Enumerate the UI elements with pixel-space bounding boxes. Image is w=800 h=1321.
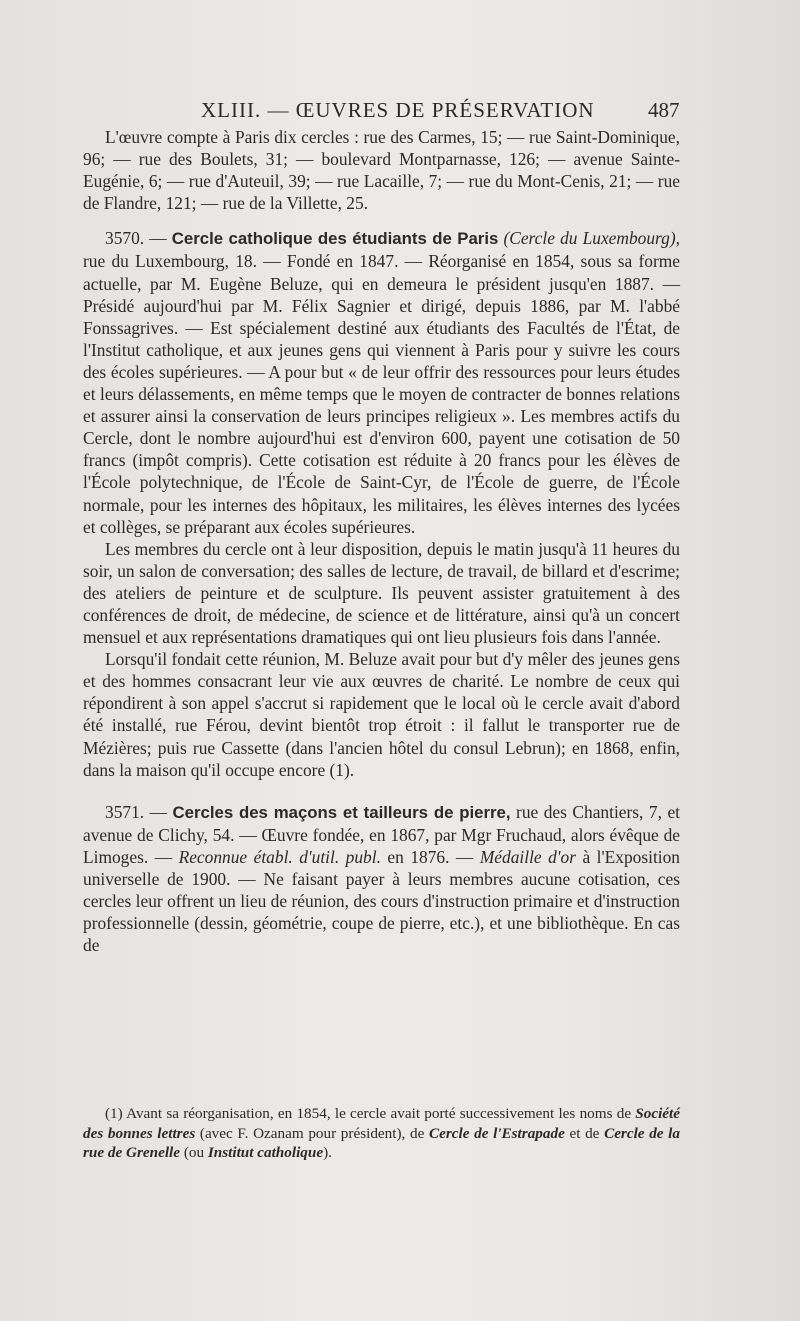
entry-3571-number: 3571. — xyxy=(105,801,173,822)
footnote-text-5: ). xyxy=(323,1144,332,1162)
entry-3571-body-2: en 1876. — xyxy=(380,846,480,867)
entry-3570-title: Cercle catholique des étudiants de Paris xyxy=(171,229,499,249)
footnote-text-3: et de xyxy=(564,1124,605,1142)
footnote-paragraph xyxy=(83,1104,680,1163)
entry-3571-medal: Médaille d'or xyxy=(479,846,576,867)
footnote xyxy=(83,1104,680,1163)
entry-3570-paragraph xyxy=(83,227,680,537)
footnote-italic-1: Société des bonnes lettres xyxy=(83,1105,680,1142)
footnote-italic-4: Institut catholique xyxy=(207,1144,324,1162)
body-text xyxy=(83,126,680,956)
footnote-text-1: (1) Avant sa réorganisation, en 1854, le cercle avait porté successivement les noms de xyxy=(105,1105,636,1122)
page-number: 487 xyxy=(648,98,680,122)
footnote-italic-2: Cercle de l'Estrapade xyxy=(428,1124,565,1142)
entry-3570-paragraph-2: Les membres du cercle ont à leur disposition, depuis le matin jusqu'à 11 heures du soir, un salon de conversation; des salles de lecture, de travail, de billard et d'escrime; des ateliers de peinture et de sculpture. Ils peuvent assister gratuitement à des conférences de droit, de médecine, de science et de littérature, ainsi qu'à un concert mensuel et aux représentations dramatiques qui ont lieu plusieurs fois dans l'année. xyxy=(83,538,680,648)
footnote-italic-3: Cercle de la rue de Grenelle xyxy=(83,1124,680,1162)
footnote-text-2: (avec F. Ozanam pour président), de xyxy=(195,1124,429,1142)
entry-3570-paragraph-3: Lorsqu'il fondait cette réunion, M. Beluze avait pour but d'y mêler des jeunes gens et des hommes consacrant leur vie aux œuvres de charité. Le nombre de ceux qui répondirent à son appel s'accrut si rapidement que le local où le cercle avait d'abord été installé, rue Férou, devint bientôt trop étroit : il fallut le transporter rue de Mézières; puis rue Cassette (dans l'ancien hôtel du consul Lebrun); en 1868, enfin, dans la maison qu'il occupe encore (1). xyxy=(83,649,680,780)
entry-3571-recognition: Reconnue établ. d'util. publ. xyxy=(178,846,381,867)
entry-3571-title: Cercles des maçons et tailleurs de pierre, xyxy=(172,802,511,822)
entry-3571-body-1: rue des Chantiers, 7, et avenue de Clichy, 54. — Œuvre fondée, en 1867, par Mgr Fruchaud, alors évêque de Limoges. — xyxy=(83,801,680,867)
intro-paragraph: L'œuvre compte à Paris dix cercles : rue des Carmes, 15; — rue Saint-Dominique, 96; — rue des Boulets, 31; — boulevard Montparnasse, 126; — avenue Sainte-Eugénie, 6; — rue d'Auteuil, 39; — rue Lacaille, 7; — rue du Mont-Cenis, 21; — rue de Flandre, 121; — rue de la Villette, 25. xyxy=(83,127,680,214)
running-header xyxy=(0,98,800,128)
entry-3571-body-3: à l'Exposition universelle de 1900. — Ne faisant payer à leurs membres aucune cotisation, ces cercles leur offrent un lieu de réunion, des cours d'instruction primaire et d'instruction professionnelle (dessin, géométrie, coupe de pierre, etc.), et une bibliothèque. En cas de xyxy=(83,846,680,956)
entry-3570-body: rue du Luxembourg, 18. — Fondé en 1847. — Réorganisé en 1854, sous sa forme actuelle, par M. Eugène Beluze, qui en demeura le président jusqu'en 1887. — Présidé aujourd'hui par M. Félix Sagnier et dirigé, depuis 1886, par M. l'abbé Fonssagrives. — Est spécialement destiné aux étudiants des Facultés de l'État, de l'Institut catholique, et aux jeunes gens qui viennent à Paris pour y suivre les cours des écoles supérieures. — A pour but « de leur offrir des ressources pour leurs études et leurs délassements, en même temps que le moyen de contracter de bonnes relations et assurer ainsi la conservation de leurs principes religieux ». Les membres actifs du Cercle, dont le nombre aujourd'hui est d'environ 600, payent une cotisation de 50 francs (impôt compris). Cette cotisation est réduite à 20 francs pour les élèves de l'École polytechnique, de l'École de Saint-Cyr, de l'École de guerre, de l'École normale, pour les internes des hôpitaux, les militaires, les élèves internes des lycées et collèges, se préparant aux écoles supérieures. xyxy=(83,251,680,537)
chapter-title: XLIII. — ŒUVRES DE PRÉSERVATION xyxy=(201,98,595,122)
entry-3571-paragraph xyxy=(83,801,680,957)
entry-3570-number: 3570. — xyxy=(105,228,172,249)
footnote-text-4: (ou xyxy=(180,1144,208,1162)
entry-3570-alias: (Cercle du Luxembourg), xyxy=(498,228,680,249)
